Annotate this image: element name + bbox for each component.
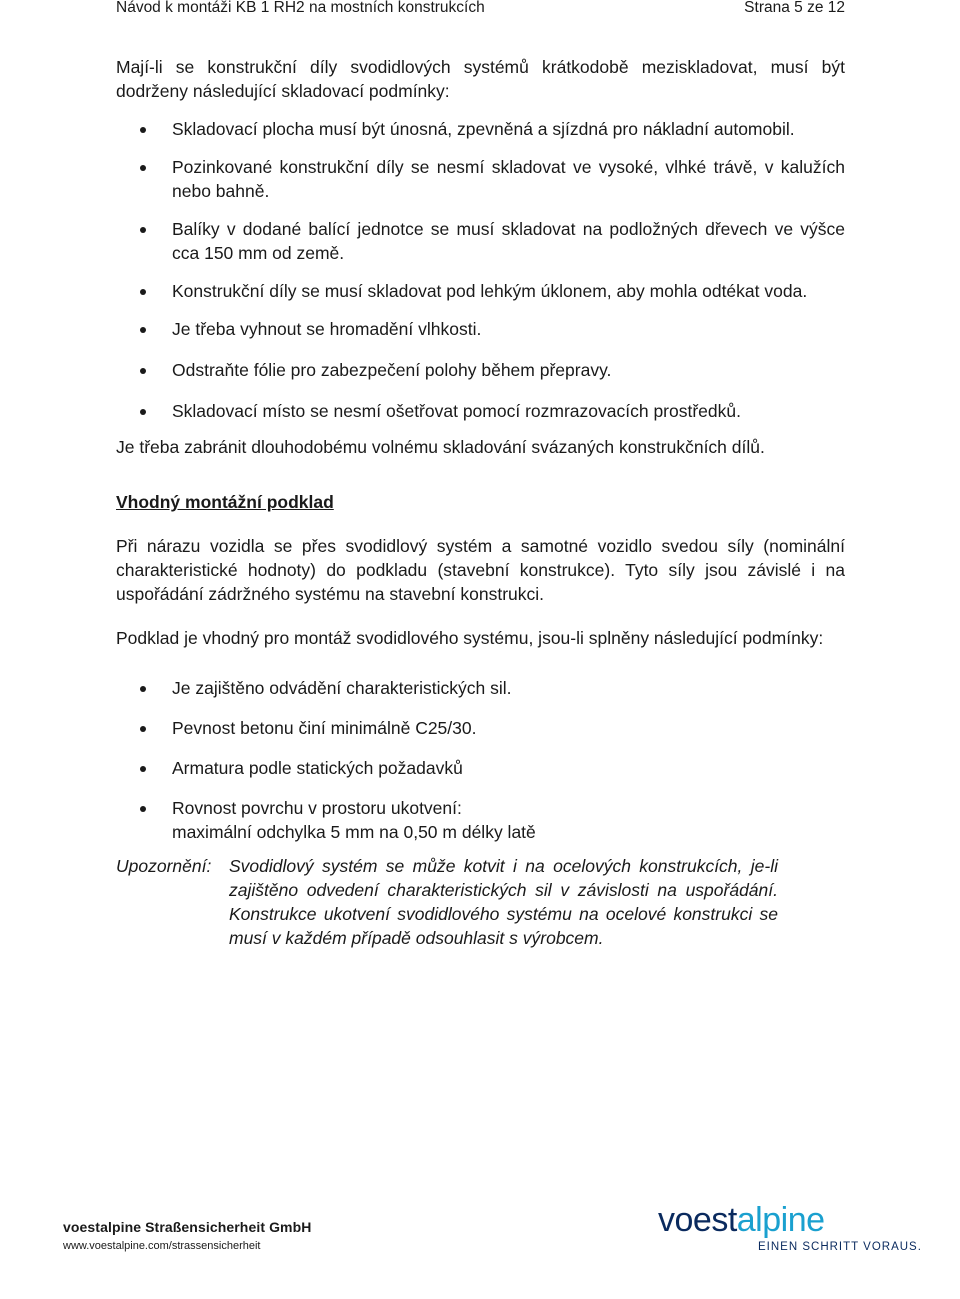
footer-company: voestalpine Straßensicherheit GmbH <box>63 1219 312 1235</box>
bullet-icon <box>140 127 146 133</box>
note-text: Svodidlový systém se může kotvit i na ocelových konstrukcích, je-li zajištěno odvedení charakteristických sil v závislosti na uspořádání. Konstrukce ukotvení svodidlového systému na ocelové konstrukci se musí v každém případě odsouhlasit s výrobcem. <box>229 856 778 948</box>
storage-warning: Je třeba zabránit dlouhodobému volnému skladování svázaných konstrukčních dílů. <box>116 437 765 457</box>
bullet-icon <box>140 227 146 233</box>
logo-text-voest: voest <box>658 1201 737 1239</box>
list-item: Je třeba vyhnout se hromadění vlhkosti. <box>116 317 845 341</box>
document-body <box>116 55 845 950</box>
bullet-icon <box>140 327 146 333</box>
list-item: Pevnost betonu činí minimálně C25/30. <box>116 716 845 740</box>
list-item: Armatura podle statických požadavků <box>116 756 845 780</box>
list-item: Konstrukční díly se musí skladovat pod lehkým úklonem, aby mohla odtékat voda. <box>116 279 845 303</box>
bullet-icon <box>140 766 146 772</box>
list-item: Balíky v dodané balící jednotce se musí skladovat na podložných dřevech ve výšce cca 150 mm od země. <box>116 217 845 265</box>
bullet-icon <box>140 368 146 374</box>
list-item: Rovnost povrchu v prostoru ukotvení: maximální odchylka 5 mm na 0,50 m délky latě <box>116 796 845 844</box>
list-item: Odstraňte fólie pro zabezpečení polohy během přepravy. <box>116 358 845 382</box>
logo-text-alpine: alpine <box>736 1201 825 1239</box>
bullet-icon <box>140 726 146 732</box>
bullet-icon <box>140 165 146 171</box>
warning-note <box>116 854 845 950</box>
logo-slogan: EINEN SCHRITT VORAUS. <box>758 1241 922 1253</box>
bullet-icon <box>140 289 146 295</box>
paragraph-conditions: Podklad je vhodný pro montáž svodidlového systému, jsou-li splněny následující podmínky: <box>116 628 824 648</box>
bullet-icon <box>140 686 146 692</box>
page-number: Strana 5 ze 12 <box>744 0 845 16</box>
storage-conditions-list <box>116 117 845 423</box>
company-logo <box>658 1200 922 1260</box>
intro-paragraph: Mají-li se konstrukční díly svodidlových systémů krátkodobě meziskladovat, musí být dodrženy následující skladovací podmínky: <box>116 57 845 101</box>
list-item: Pozinkované konstrukční díly se nesmí skladovat ve vysoké, vlhké trávě, v kalužích nebo bahně. <box>116 155 845 203</box>
list-item: Je zajištěno odvádění charakteristických sil. <box>116 676 845 700</box>
page-header <box>116 0 845 16</box>
bullet-icon <box>140 806 146 812</box>
paragraph-forces: Při nárazu vozidla se přes svodidlový systém a samotné vozidlo svedou síly (nominální charakteristické hodnoty) do podkladu (stavební konstrukce). Tyto síly jsou závislé i na uspořádání zádržného systému na stavební konstrukci. <box>116 536 845 604</box>
list-item: Skladovací plocha musí být únosná, zpevněná a sjízdná pro nákladní automobil. <box>116 117 845 141</box>
list-item: Skladovací místo se nesmí ošetřovat pomocí rozmrazovacích prostředků. <box>116 399 845 423</box>
footer-url[interactable]: www.voestalpine.com/strassensicherheit <box>63 1240 261 1252</box>
note-label: Upozornění: <box>116 856 212 876</box>
section-heading: Vhodný montážní podklad <box>116 492 334 512</box>
bullet-icon <box>140 409 146 415</box>
document-title: Návod k montáži KB 1 RH2 na mostních konstrukcích <box>116 0 485 16</box>
requirements-list <box>116 676 845 844</box>
